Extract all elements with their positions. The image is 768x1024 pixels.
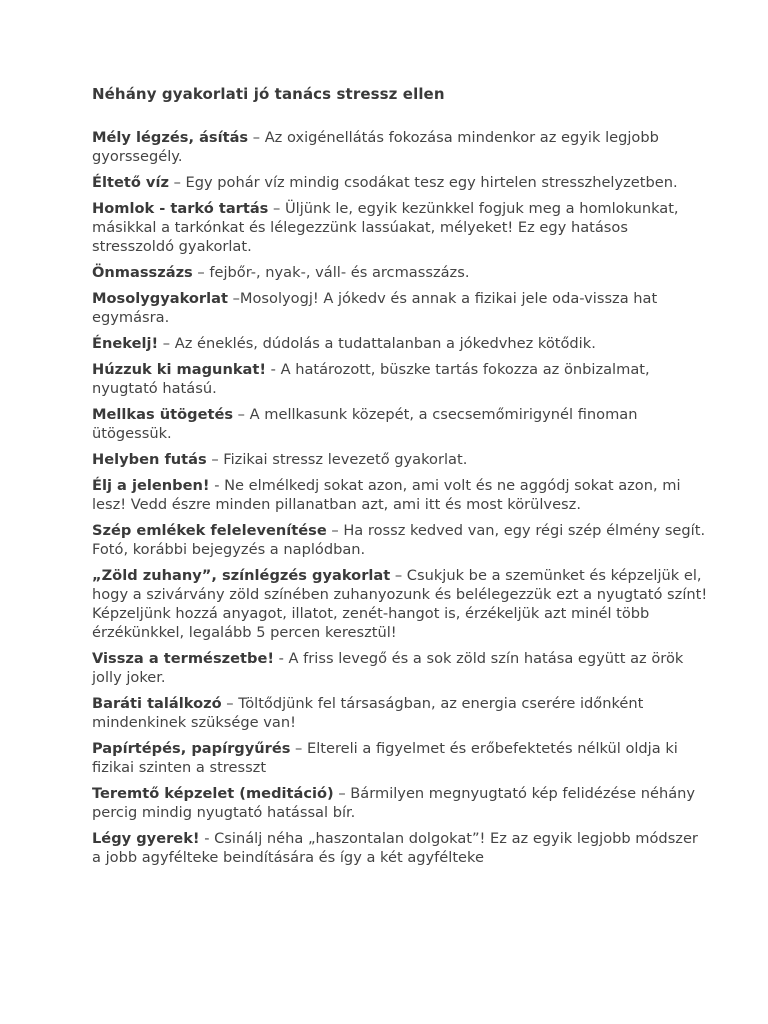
tip-separator: – xyxy=(168,174,186,191)
tip-text: Ha rossz kedved van, egy régi szép élmény segít. Fotó, korábbi bejegyzés a naplódban. xyxy=(92,522,706,558)
tip-item xyxy=(92,173,708,192)
tips-list xyxy=(92,128,708,867)
tip-text: Mosolyogj! A jókedv és annak a fizikai jele oda-vissza hat egymásra. xyxy=(92,290,658,326)
tip-separator: – xyxy=(333,785,351,802)
tip-term: Mosolygyakorlat xyxy=(92,290,228,307)
tip-separator: - xyxy=(199,830,215,847)
tip-separator: – xyxy=(268,200,285,217)
tip-term: „Zöld zuhany”, színlégzés gyakorlat xyxy=(92,567,391,584)
tip-term: Élj a jelenben! xyxy=(92,477,210,494)
tip-item xyxy=(92,405,708,443)
tip-item xyxy=(92,739,708,777)
tip-term: Helyben futás xyxy=(92,451,207,468)
tip-term: Húzzuk ki magunkat! xyxy=(92,361,267,378)
tip-separator: – xyxy=(390,567,407,584)
tip-text: Csukjuk be a szemünket és képzeljük el, hogy a szivárvány zöld színében zuhanyozunk és belélegezzük ezt a nyugtató színt! Képzeljünk hozzá anyagot, illatot, zenét-hangot is, érzékeljük azt minél több érzékünkkel, legalább 5 percen keresztül! xyxy=(92,567,708,641)
tip-term: Baráti találkozó xyxy=(92,695,222,712)
tip-text: Az oxigénellátás fokozása mindenkor az egyik legjobb gyorssegély. xyxy=(92,129,659,165)
tip-item xyxy=(92,334,708,353)
tip-separator: – xyxy=(221,695,239,712)
tip-text: A mellkasunk közepét, a csecsemőmirigynél finoman ütögessük. xyxy=(92,406,638,442)
tip-text: Egy pohár víz mindig csodákat tesz egy hirtelen stresszhelyzetben. xyxy=(185,174,678,191)
tip-text: Bármilyen megnyugtató kép felidézése néhány percig mindig nyugtató hatással bír. xyxy=(92,785,696,821)
tip-term: Légy gyerek! xyxy=(92,830,200,847)
tip-separator: - xyxy=(274,650,289,667)
tip-text: Csinálj néha „haszontalan dolgokat”! Ez az egyik legjobb módszer a jobb agyfélteke beindítására és így a két agyfélteke xyxy=(92,830,698,866)
tip-item xyxy=(92,566,708,642)
tip-text: Az éneklés, dúdolás a tudattalanban a jókedvhez kötődik. xyxy=(174,335,596,352)
tip-separator: – xyxy=(326,522,344,539)
tip-text: fejbőr-, nyak-, váll- és arcmasszázs. xyxy=(209,264,470,281)
tip-term: Önmasszázs xyxy=(92,264,193,281)
tip-term: Szép emlékek felelevenítése xyxy=(92,522,327,539)
tip-separator: – xyxy=(233,406,250,423)
tip-separator: - xyxy=(266,361,281,378)
tip-item xyxy=(92,694,708,732)
tip-text: A határozott, büszke tartás fokozza az önbizalmat, nyugtató hatású. xyxy=(92,361,650,397)
tip-separator: – xyxy=(248,129,265,146)
tip-item xyxy=(92,476,708,514)
tip-item xyxy=(92,521,708,559)
tip-separator: – xyxy=(206,451,224,468)
tip-text: Eltereli a figyelmet és erőbefektetés nélkül oldja ki fizikai szinten a stresszt xyxy=(92,740,678,776)
tip-term: Teremtő képzelet (meditáció) xyxy=(92,785,334,802)
tip-separator: – xyxy=(290,740,307,757)
tip-item xyxy=(92,199,708,256)
tip-term: Mély légzés, ásítás xyxy=(92,129,249,146)
tip-separator: – xyxy=(158,335,175,352)
tip-item xyxy=(92,289,708,327)
tip-item xyxy=(92,128,708,166)
tip-text: Üljünk le, egyik kezünkkel fogjuk meg a homlokunkat, másikkal a tarkónkat és lélegezzünk lassúakat, mélyeket! Ez egy hatásos stresszoldó gyakorlat. xyxy=(92,200,679,255)
tip-text: A friss levegő és a sok zöld szín hatása együtt az örök jolly joker. xyxy=(92,650,684,686)
tip-term: Éltető víz xyxy=(92,174,169,191)
tip-text: Töltődjünk fel társaságban, az energia cserére időnként mindenkinek szüksége van! xyxy=(92,695,644,731)
tip-separator: - xyxy=(209,477,225,494)
tip-term: Énekelj! xyxy=(92,335,159,352)
tip-text: Ne elmélkedj sokat azon, ami volt és ne aggódj sokat azon, mi lesz! Vedd észre minden pillanatban azt, ami itt és most körülvesz. xyxy=(92,477,681,513)
tip-item xyxy=(92,829,708,867)
tip-item xyxy=(92,784,708,822)
tip-term: Mellkas ütögetés xyxy=(92,406,234,423)
document-title: Néhány gyakorlati jó tanács stressz ellen xyxy=(92,85,445,103)
tip-term: Papírtépés, papírgyűrés xyxy=(92,740,291,757)
tip-term: Vissza a természetbe! xyxy=(92,650,274,667)
tip-item xyxy=(92,360,708,398)
tip-item xyxy=(92,450,708,469)
tip-separator: – xyxy=(192,264,210,281)
tip-term: Homlok - tarkó tartás xyxy=(92,200,269,217)
tip-separator: – xyxy=(227,290,240,307)
tip-item xyxy=(92,263,708,282)
tip-text: Fizikai stressz levezető gyakorlat. xyxy=(223,451,468,468)
tip-item xyxy=(92,649,708,687)
